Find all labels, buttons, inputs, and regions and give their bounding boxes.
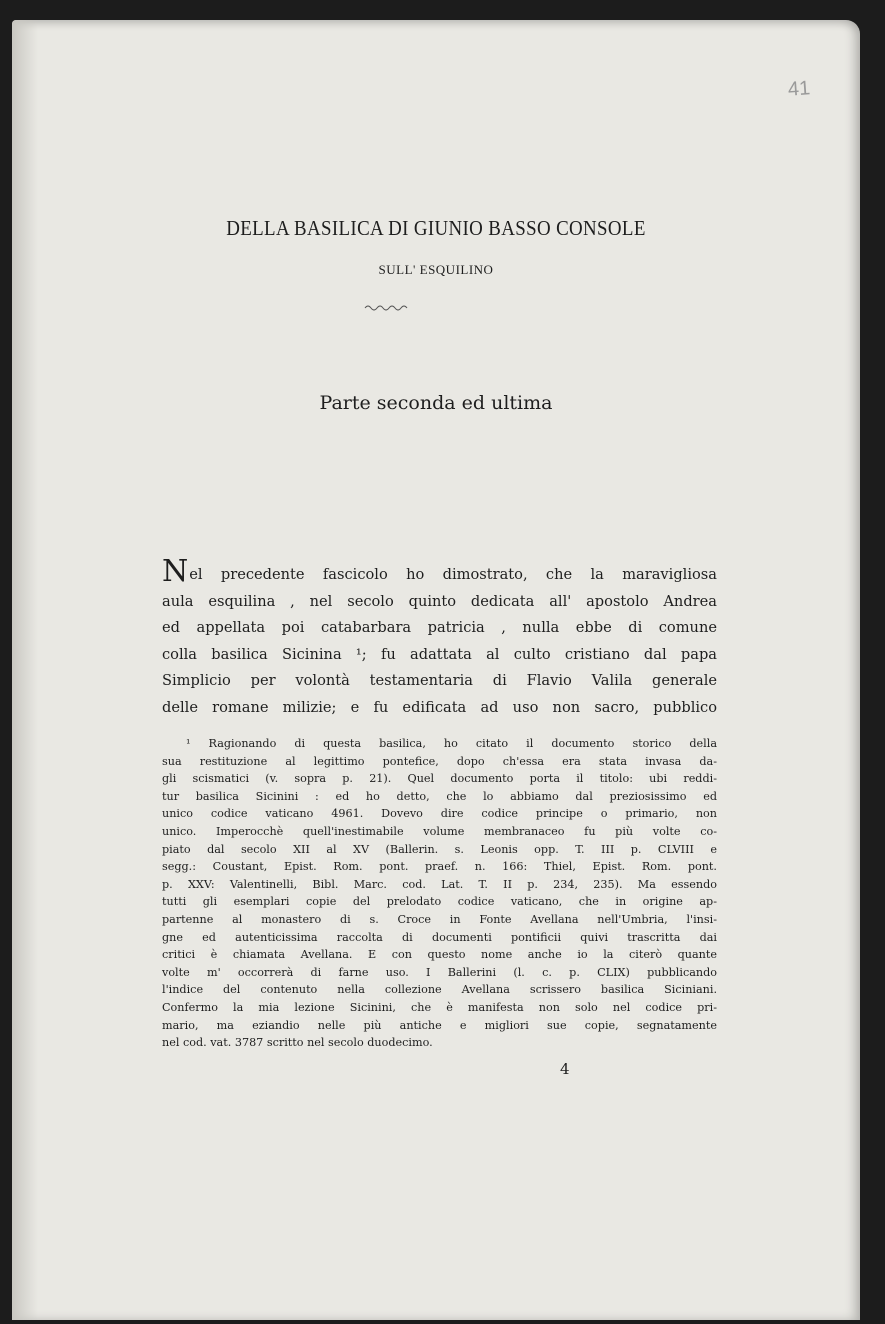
ornament-divider (364, 303, 408, 313)
body-line: aula esquilina , nel secolo quinto dedicata all' apostolo Andrea (162, 592, 717, 610)
footnote-line: gne ed autenticissima raccolta di documenti pontificii quivi trascritta dai (162, 930, 717, 944)
footnote-line: sua restituzione al legittimo pontefice, dopo ch'essa era stata invasa da- (162, 754, 717, 768)
body-line: Simplicio per volontà testamentaria di Flavio Valila generale (162, 672, 717, 690)
footnote-line: ¹ Ragionando di questa basilica, ho citato il documento storico della (186, 737, 717, 750)
footnote-line: Confermo la mia lezione Sicinini, che è manifesta non solo nel codice pri- (162, 1000, 717, 1014)
body-line: Nel precedente fascicolo ho dimostrato, che la maravigliosa (162, 554, 717, 589)
footnote-line: segg.: Coustant, Epist. Rom. pont. praef. n. 166: Thiel, Epist. Rom. pont. (162, 860, 717, 874)
footnote-line: gli scismatici (v. sopra p. 21). Quel documento porta il titolo: ubi reddi- (162, 772, 717, 786)
page-title: DELLA BASILICA DI GIUNIO BASSO CONSOLE (226, 216, 646, 240)
footnote-line: partenne al monastero di s. Croce in Fonte Avellana nell'Umbria, l'insi- (162, 912, 717, 926)
footnote (162, 735, 717, 1052)
section-heading: Parte seconda ed ultima (319, 392, 553, 414)
footnote-line: volte m' occorrerà di farne uso. I Ballerini (l. c. p. CLIX) pubblicando (162, 965, 717, 979)
footnote-line: nel cod. vat. 3787 scritto nel secolo duodecimo. (162, 1036, 433, 1050)
footnote-line: mario, ma eziandio nelle più antiche e migliori sue copie, segnatamente (162, 1018, 717, 1032)
body-paragraph (162, 554, 717, 722)
footnote-line: piato dal secolo XII al XV (Ballerin. s. Leonis opp. T. III p. CLVIII e (162, 842, 717, 856)
footnote-line: l'indice del contenuto nella collezione Avellana scrissero basilica Siciniani. (162, 983, 717, 997)
page-subtitle: SULL' ESQUILINO (378, 262, 494, 277)
document-page (12, 20, 860, 1320)
footnote-line: unico codice vaticano 4961. Dovevo dire codice principe o primario, non (162, 807, 717, 821)
folio-mark: 41 (787, 77, 811, 101)
footnote-line: tutti gli esemplari copie del prelodato codice vaticano, che in origine ap- (162, 895, 717, 909)
footnote-line: tur basilica Sicinini : ed ho detto, che lo abbiamo dal preziosissimo ed (162, 789, 717, 803)
footnote-line: critici è chiamata Avellana. E con questo nome anche io la citerò quante (162, 948, 717, 962)
body-line: delle romane milizie; e fu edificata ad uso non sacro, pubblico (162, 698, 717, 716)
drop-cap: N (162, 554, 189, 589)
footnote-line: p. XXV: Valentinelli, Bibl. Marc. cod. Lat. T. II p. 234, 235). Ma essendo (162, 877, 717, 891)
body-line: ed appellata poi catabarbara patricia , nulla ebbe di comune (162, 619, 717, 637)
body-line: colla basilica Sicinina ¹; fu adattata al culto cristiano dal papa (162, 645, 717, 663)
footnote-line: unico. Imperocchè quell'inestimabile volume membranaceo fu più volte co- (162, 824, 717, 838)
page-number: 4 (560, 1060, 570, 1078)
